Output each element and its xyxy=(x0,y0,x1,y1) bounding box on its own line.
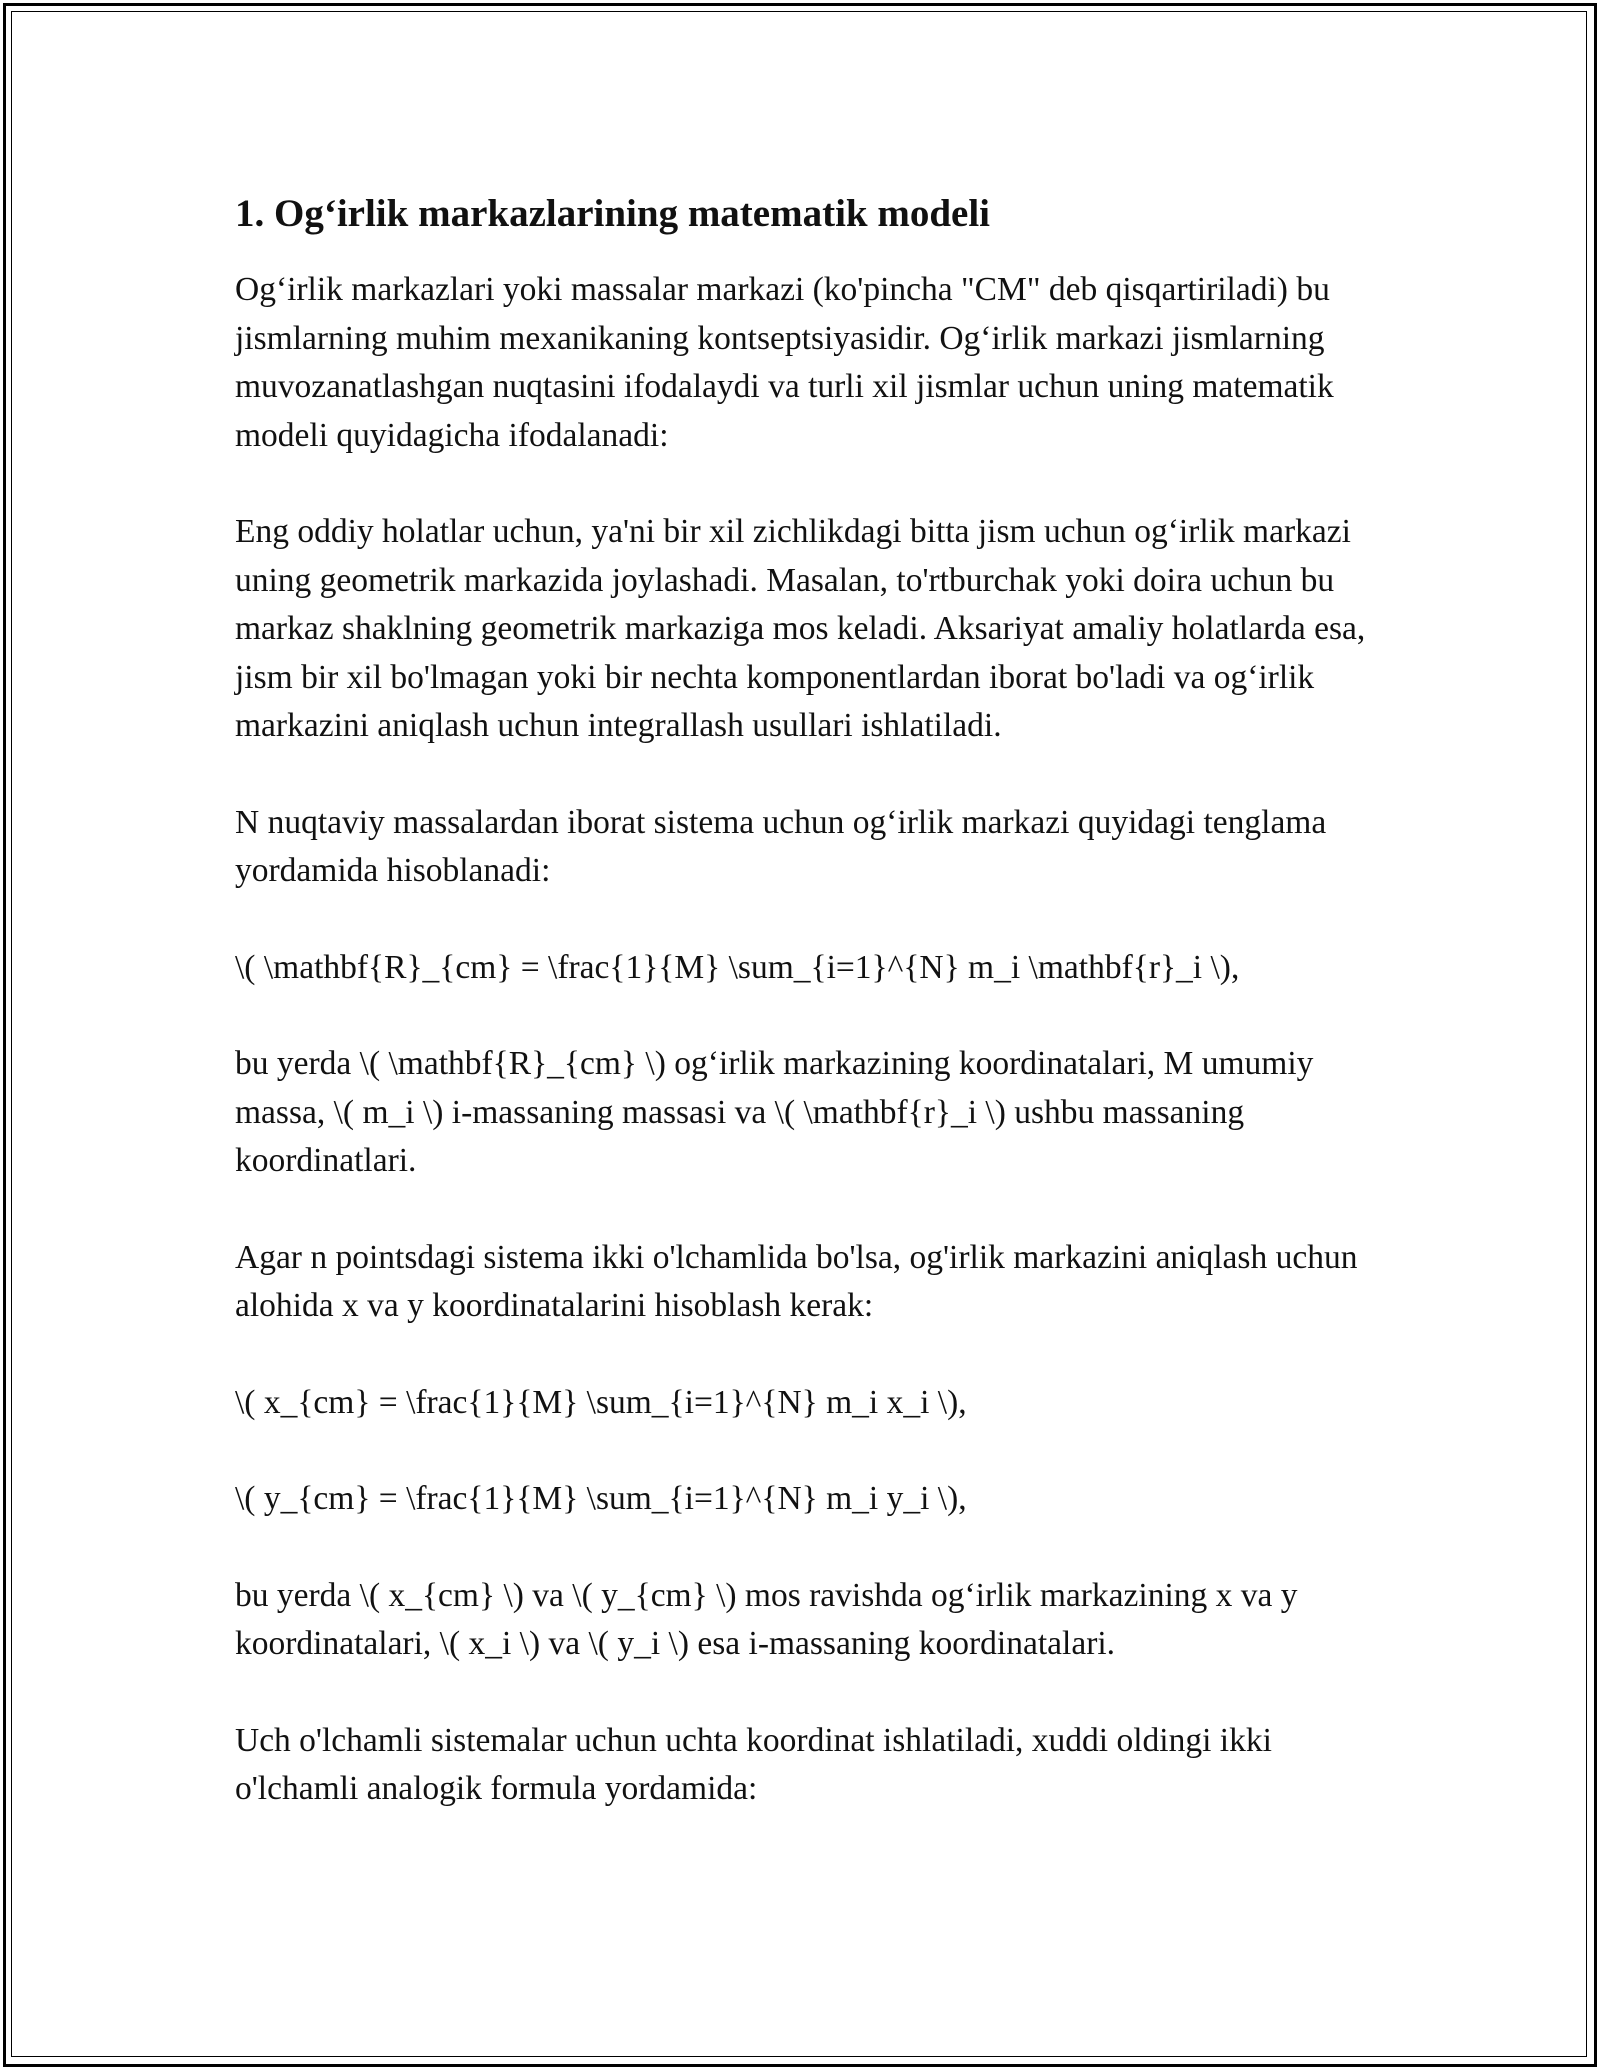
equation-y-cm: \( y_{cm} = \frac{1}{M} \sum_{i=1}^{N} m_i y_i \), xyxy=(235,1480,967,1517)
paragraph-point-masses: N nuqtaviy massalardan iborat sistema uchun og‘irlik markazi quyidagi tenglama yordamida hisoblanadi: xyxy=(235,803,1327,889)
paragraph-r-cm-explanation: bu yerda \( \mathbf{R}_{cm} \) og‘irlik markazining koordinatalari, M umumiy massa, \( m_i \) i-massaning massasi va \( \mathbf{r}_i \) ushbu massaning koordinatlari. xyxy=(235,1045,1314,1179)
equation-x-cm: \( x_{cm} = \frac{1}{M} \sum_{i=1}^{N} m_i x_i \), xyxy=(235,1383,967,1421)
paragraph-intro: Og‘irlik markazlari yoki massalar markazi (ko'pincha "CM" deb qisqartiriladi) bu jismlarning muhim mexanikaning kontseptsiyasidir. Og‘irlik markazi jismlarning muvozanatlashgan nuqtasini ifodalaydi va turli xil jismlar uchun uning matematik modeli quyidagicha ifodalanadi: xyxy=(235,271,1334,454)
section-heading: 1. Og‘irlik markazlarining matematik modeli xyxy=(235,192,991,235)
paragraph-two-dimensional: Agar n pointsdagi sistema ikki o'lchamlida bo'lsa, og'irlik markazini aniqlash uchun alohida x va y koordinatalarini hisoblash kerak: xyxy=(235,1238,1358,1324)
paragraph-xy-explanation: bu yerda \( x_{cm} \) va \( y_{cm} \) mos ravishda og‘irlik markazining x va y koordinatalari, \( x_i \) va \( y_i \) esa i-massaning koordinatalari. xyxy=(235,1576,1298,1662)
paragraph-three-dimensional: Uch o'lchamli sistemalar uchun uchta koordinat ishlatiladi, xuddi oldingi ikki o'lchamli analogik formula yordamida: xyxy=(235,1721,1272,1807)
paragraph-simple-cases: Eng oddiy holatlar uchun, ya'ni bir xil zichlikdagi bitta jism uchun og‘irlik markazi uning geometrik markazida joylashadi. Masalan, to'rtburchak yoki doira uchun bu markaz shaklning geometrik markaziga mos keladi. Aksariyat amaliy holatlarda esa, jism bir xil bo'lmagan yoki bir nechta komponentlardan iborat bo'ladi va og‘irlik markazini aniqlash uchun integrallash usullari ishlatiladi. xyxy=(235,513,1366,744)
document-body xyxy=(235,188,1385,1862)
equation-r-cm: \( \mathbf{R}_{cm} = \frac{1}{M} \sum_{i=1}^{N} m_i \mathbf{r}_i \), xyxy=(235,948,1240,986)
